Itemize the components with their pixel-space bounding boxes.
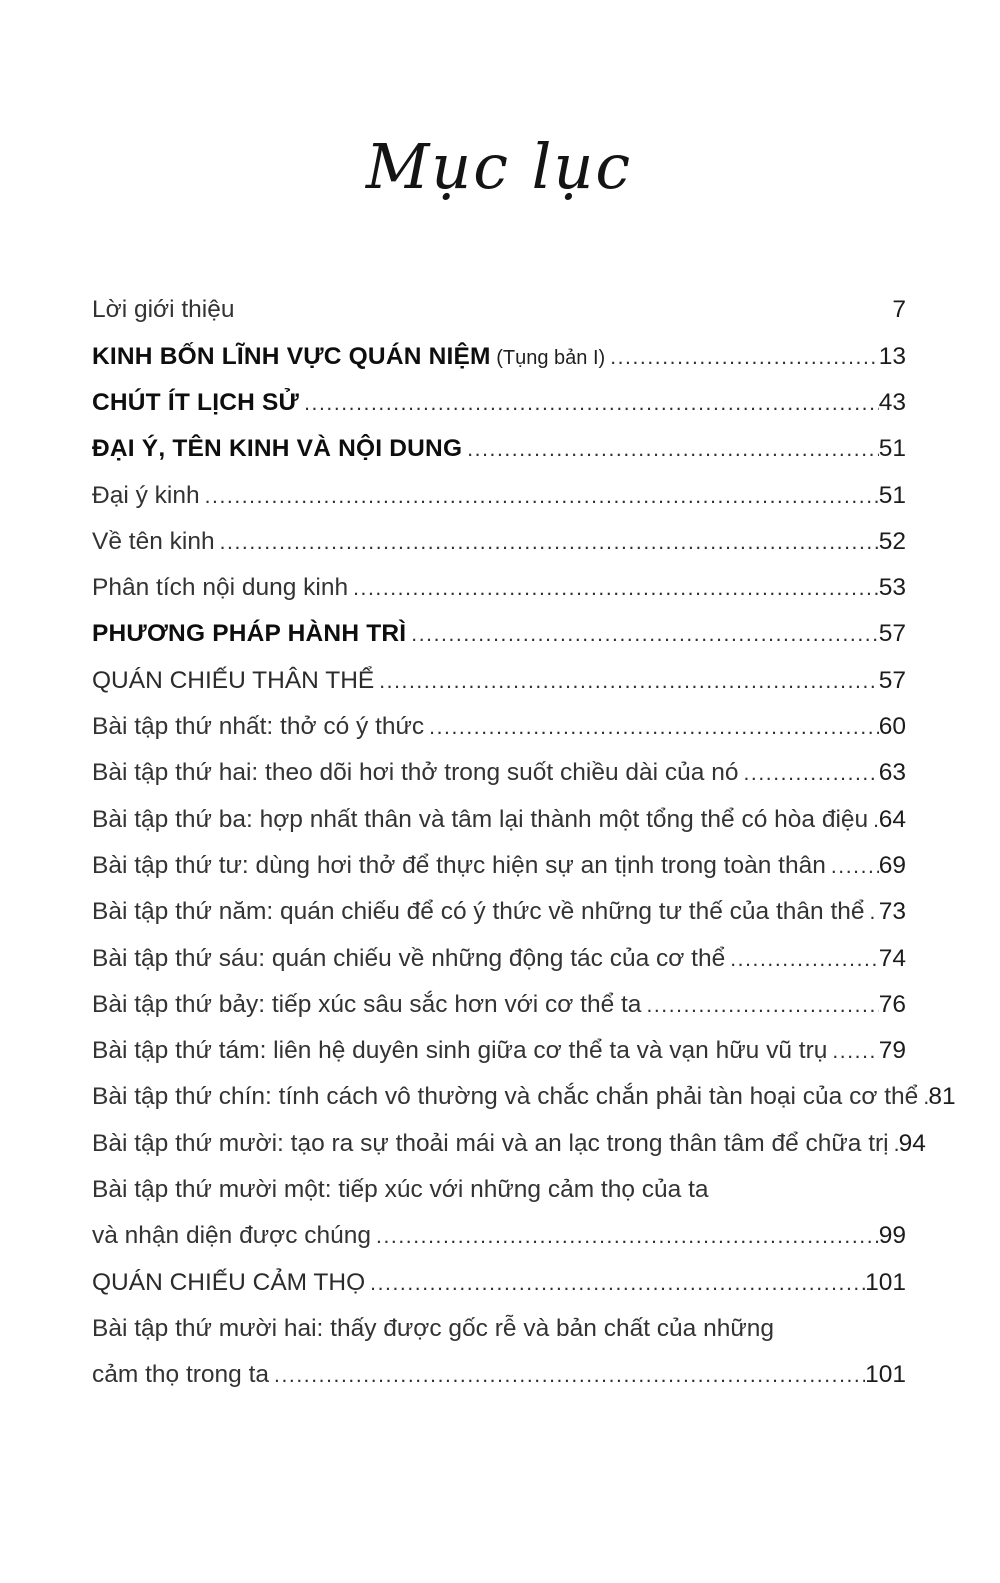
toc-entry-label: Bài tập thứ hai: theo dõi hơi thở trong suốt chiều dài của nó bbox=[92, 759, 739, 787]
toc-entry-label: Bài tập thứ nhất: thở có ý thức bbox=[92, 713, 425, 741]
toc-leader-dots bbox=[215, 531, 879, 555]
toc-entry-page: 79 bbox=[878, 1037, 906, 1065]
toc-entry-label: Bài tập thứ ba: hợp nhất thân và tâm lại thành một tổng thể có hòa điệu bbox=[92, 805, 869, 833]
toc-leader-dots bbox=[738, 762, 878, 786]
toc-entry-page: 73 bbox=[878, 898, 906, 926]
toc-entry-page: 81 bbox=[928, 1083, 956, 1111]
toc-entry-label: Bài tập thứ chín: tính cách vô thường và chắc chắn phải tàn hoại của cơ thể bbox=[92, 1083, 919, 1111]
toc-leader-dots bbox=[371, 1225, 879, 1249]
toc-entry-page: 13 bbox=[878, 342, 906, 370]
toc-entry-page: 101 bbox=[865, 1361, 906, 1389]
toc-leader-dots bbox=[725, 948, 879, 972]
toc-entry-label: Về tên kinh bbox=[92, 527, 215, 555]
toc-entry bbox=[92, 620, 906, 666]
page-title: Mục lục bbox=[365, 130, 633, 203]
toc-entry-page: 51 bbox=[878, 481, 906, 509]
toc-leader-dots bbox=[365, 1272, 865, 1296]
toc-entry-label: Bài tập thứ bảy: tiếp xúc sâu sắc hơn với cơ thể ta bbox=[92, 990, 642, 1018]
toc-entry-label: QUÁN CHIẾU THÂN THỂ bbox=[92, 666, 375, 694]
toc-leader-dots bbox=[918, 1086, 928, 1110]
toc-entry-label: QUÁN CHIẾU CẢM THỌ bbox=[92, 1268, 366, 1296]
toc-entry bbox=[92, 482, 906, 528]
toc-entry-label: Bài tập thứ mười hai: thấy được gốc rễ và bản chất của những bbox=[92, 1314, 775, 1342]
toc-entry bbox=[92, 1315, 906, 1361]
toc-entry bbox=[92, 991, 906, 1037]
toc-entry bbox=[92, 806, 906, 852]
toc-leader-dots bbox=[424, 716, 879, 740]
toc-entry-page: 53 bbox=[878, 574, 906, 602]
toc-entry bbox=[92, 389, 906, 435]
toc-entry bbox=[92, 945, 906, 991]
toc-entry-page: 94 bbox=[898, 1129, 926, 1157]
toc-entry bbox=[92, 759, 906, 805]
toc-entry bbox=[92, 713, 906, 759]
toc-entry-page: 64 bbox=[878, 805, 906, 833]
toc-entry-label: Bài tập thứ năm: quán chiếu để có ý thức về những tư thế của thân thể bbox=[92, 898, 865, 926]
toc-leader-dots bbox=[605, 346, 879, 370]
toc-entry bbox=[92, 1222, 906, 1268]
toc-leader-dots bbox=[406, 623, 878, 647]
toc-leader-dots bbox=[868, 809, 879, 833]
toc-leader-dots bbox=[889, 1133, 899, 1157]
toc-entry-page: 69 bbox=[878, 851, 906, 879]
toc-entry bbox=[92, 852, 906, 898]
toc-entry-label: Bài tập thứ tám: liên hệ duyên sinh giữa cơ thể ta và vạn hữu vũ trụ bbox=[92, 1037, 828, 1065]
toc-entry-label: và nhận diện được chúng bbox=[92, 1222, 372, 1250]
toc-entry-label: Phân tích nội dung kinh bbox=[92, 574, 349, 602]
toc-entry-label: cảm thọ trong ta bbox=[92, 1361, 270, 1389]
toc-entry-page: 99 bbox=[878, 1222, 906, 1250]
toc-leader-dots bbox=[462, 438, 879, 462]
toc-entry bbox=[92, 296, 906, 342]
toc-entry-page: 76 bbox=[878, 990, 906, 1018]
toc-entry bbox=[92, 898, 906, 944]
toc-leader-dots bbox=[348, 577, 879, 601]
toc-leader-dots bbox=[200, 485, 879, 509]
toc-entry bbox=[92, 435, 906, 481]
toc-entry bbox=[92, 1083, 956, 1129]
toc-leader-dots bbox=[826, 855, 879, 879]
toc-entry bbox=[92, 1176, 906, 1222]
toc-entry-label: KINH BỐN LĨNH VỰC QUÁN NIỆM (Tụng bản I) bbox=[92, 342, 606, 370]
toc-leader-dots bbox=[865, 901, 879, 925]
toc-entry-label: Lời giới thiệu bbox=[92, 296, 235, 324]
toc-entry-page: 43 bbox=[878, 388, 906, 416]
toc-leader-dots bbox=[374, 670, 878, 694]
toc-entry bbox=[92, 343, 906, 389]
toc-entry-label: PHƯƠNG PHÁP HÀNH TRÌ bbox=[92, 620, 407, 648]
toc-entry bbox=[92, 528, 906, 574]
toc-entry-label: Đại ý kinh bbox=[92, 481, 200, 509]
toc-entry-page: 63 bbox=[878, 759, 906, 787]
toc-leader-dots bbox=[827, 1040, 878, 1064]
toc-entry-page: 7 bbox=[892, 296, 906, 324]
toc-entry-suffix: (Tụng bản I) bbox=[490, 346, 606, 369]
toc-list bbox=[92, 296, 956, 1407]
toc-entry-label: Bài tập thứ sáu: quán chiếu về những động tác của cơ thể bbox=[92, 944, 726, 972]
toc-entry bbox=[92, 1361, 906, 1407]
toc-entry-page: 57 bbox=[878, 620, 906, 648]
toc-entry-page: 57 bbox=[878, 666, 906, 694]
toc-entry-label: Bài tập thứ tư: dùng hơi thở để thực hiện sự an tịnh trong toàn thân bbox=[92, 851, 826, 879]
toc-entry bbox=[92, 1129, 926, 1176]
toc-entry-label: ĐẠI Ý, TÊN KINH VÀ NỘI DUNG bbox=[92, 435, 463, 463]
toc-entry-label: Bài tập thứ mười: tạo ra sự thoải mái và an lạc trong thân tâm để chữa trị bbox=[92, 1129, 889, 1157]
toc-entry-label: Bài tập thứ mười một: tiếp xúc với những cảm thọ của ta bbox=[92, 1176, 709, 1204]
toc-entry bbox=[92, 1269, 906, 1315]
toc-entry-page: 101 bbox=[865, 1268, 906, 1296]
toc-entry bbox=[92, 574, 906, 620]
toc-entry bbox=[92, 1037, 906, 1083]
toc-leader-dots bbox=[269, 1364, 865, 1388]
toc-entry-page: 51 bbox=[878, 435, 906, 463]
toc-leader-dots bbox=[641, 994, 878, 1018]
toc-entry-page: 74 bbox=[878, 944, 906, 972]
toc-entry-page: 52 bbox=[878, 527, 906, 555]
toc-entry bbox=[92, 667, 906, 713]
toc-entry-page: 60 bbox=[878, 713, 906, 741]
toc-entry-label: CHÚT ÍT LỊCH SỬ bbox=[92, 388, 300, 416]
toc-leader-dots bbox=[299, 392, 879, 416]
